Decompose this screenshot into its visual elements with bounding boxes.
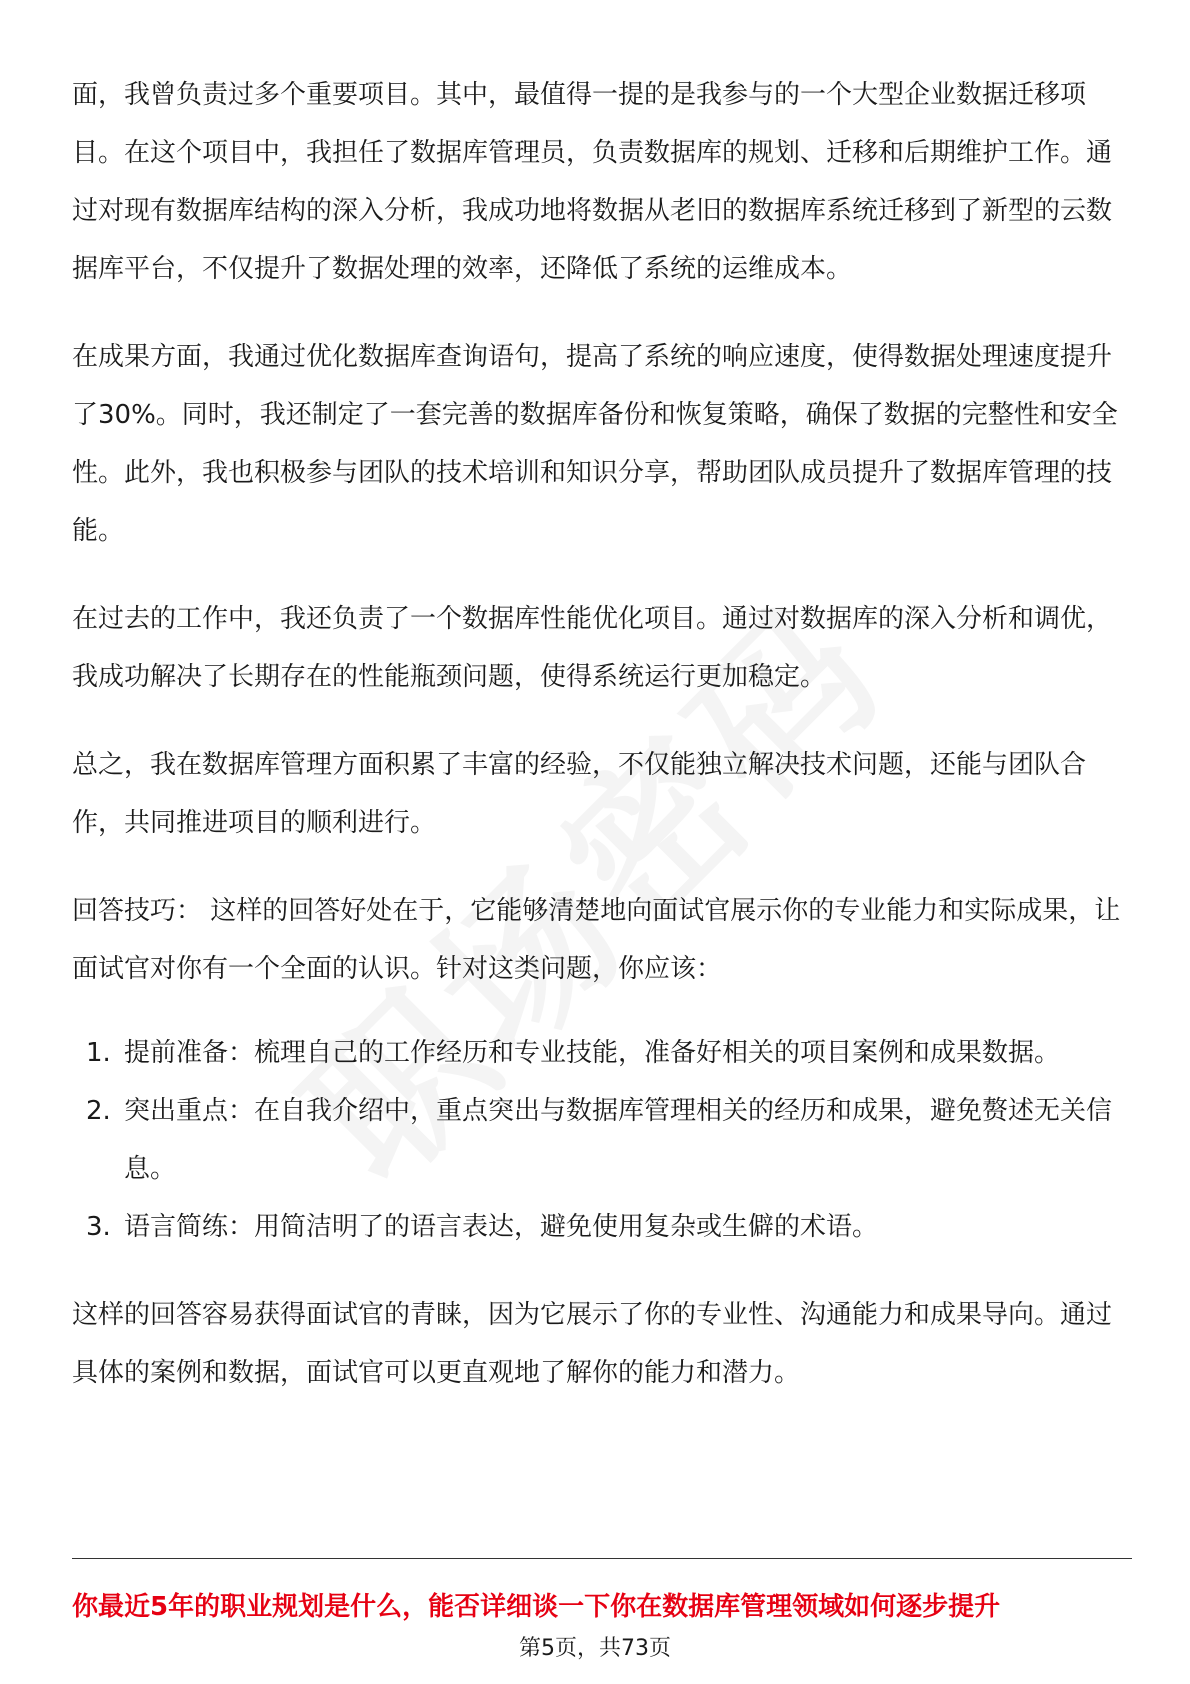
page-number: 第5页，共73页 [519,1636,671,1661]
paragraph-conclusion: 这样的回答容易获得面试官的青睐，因为它展示了你的专业性、沟通能力和成果导向。通过具体的案例和数据，面试官可以更直观地了解你的能力和潜力。 [72,1300,1113,1388]
list-item-number: 3. [86,1212,111,1242]
footer-divider [72,1558,1132,1559]
paragraph-summary: 总之，我在数据库管理方面积累了丰富的经验，不仅能独立解决技术问题，还能与团队合作，共同推进项目的顺利进行。 [72,750,1087,838]
paragraph-achievements: 在成果方面，我通过优化数据库查询语句，提高了系统的响应速度，使得数据处理速度提升了30%。同时，我还制定了一套完善的数据库备份和恢复策略，确保了数据的完整性和安全性。此外，我也积极参与团队的技术培训和知识分享，帮助团队成员提升了数据库管理的技能。 [72,342,1118,546]
paragraph-project-experience: 面，我曾负责过多个重要项目。其中，最值得一提的是我参与的一个大型企业数据迁移项目。在这个项目中，我担任了数据库管理员，负责数据库的规划、迁移和后期维护工作。通过对现有数据库结构的深入分析，我成功地将数据从老旧的数据库系统迁移到了新型的云数据库平台，不仅提升了数据处理的效率，还降低了系统的运维成本。 [72,80,1113,284]
list-item-text: 语言简练：用简洁明了的语言表达，避免使用复杂或生僻的术语。 [124,1212,879,1242]
paragraph-performance-project: 在过去的工作中，我还负责了一个数据库性能优化项目。通过对数据库的深入分析和调优，我成功解决了长期存在的性能瓶颈问题，使得系统运行更加稳定。 [72,604,1113,692]
next-question-heading: 你最近5年的职业规划是什么，能否详细谈一下你在数据库管理领域如何逐步提升 [72,1592,1001,1622]
document-body [72,66,1132,1402]
list-item [72,1082,1132,1198]
list-item [72,1024,1132,1082]
tips-list [72,1024,1132,1256]
paragraph-answer-tips: 回答技巧： 这样的回答好处在于，它能够清楚地向面试官展示你的专业能力和实际成果，让面试官对你有一个全面的认识。针对这类问题，你应该： [72,896,1121,984]
list-item-number: 1. [86,1038,111,1068]
list-item [72,1198,1132,1256]
list-item-number: 2. [86,1096,111,1126]
list-item-text: 提前准备：梳理自己的工作经历和专业技能，准备好相关的项目案例和成果数据。 [124,1038,1061,1068]
list-item-text: 突出重点：在自我介绍中，重点突出与数据库管理相关的经历和成果，避免赘述无关信息。 [124,1096,1113,1184]
